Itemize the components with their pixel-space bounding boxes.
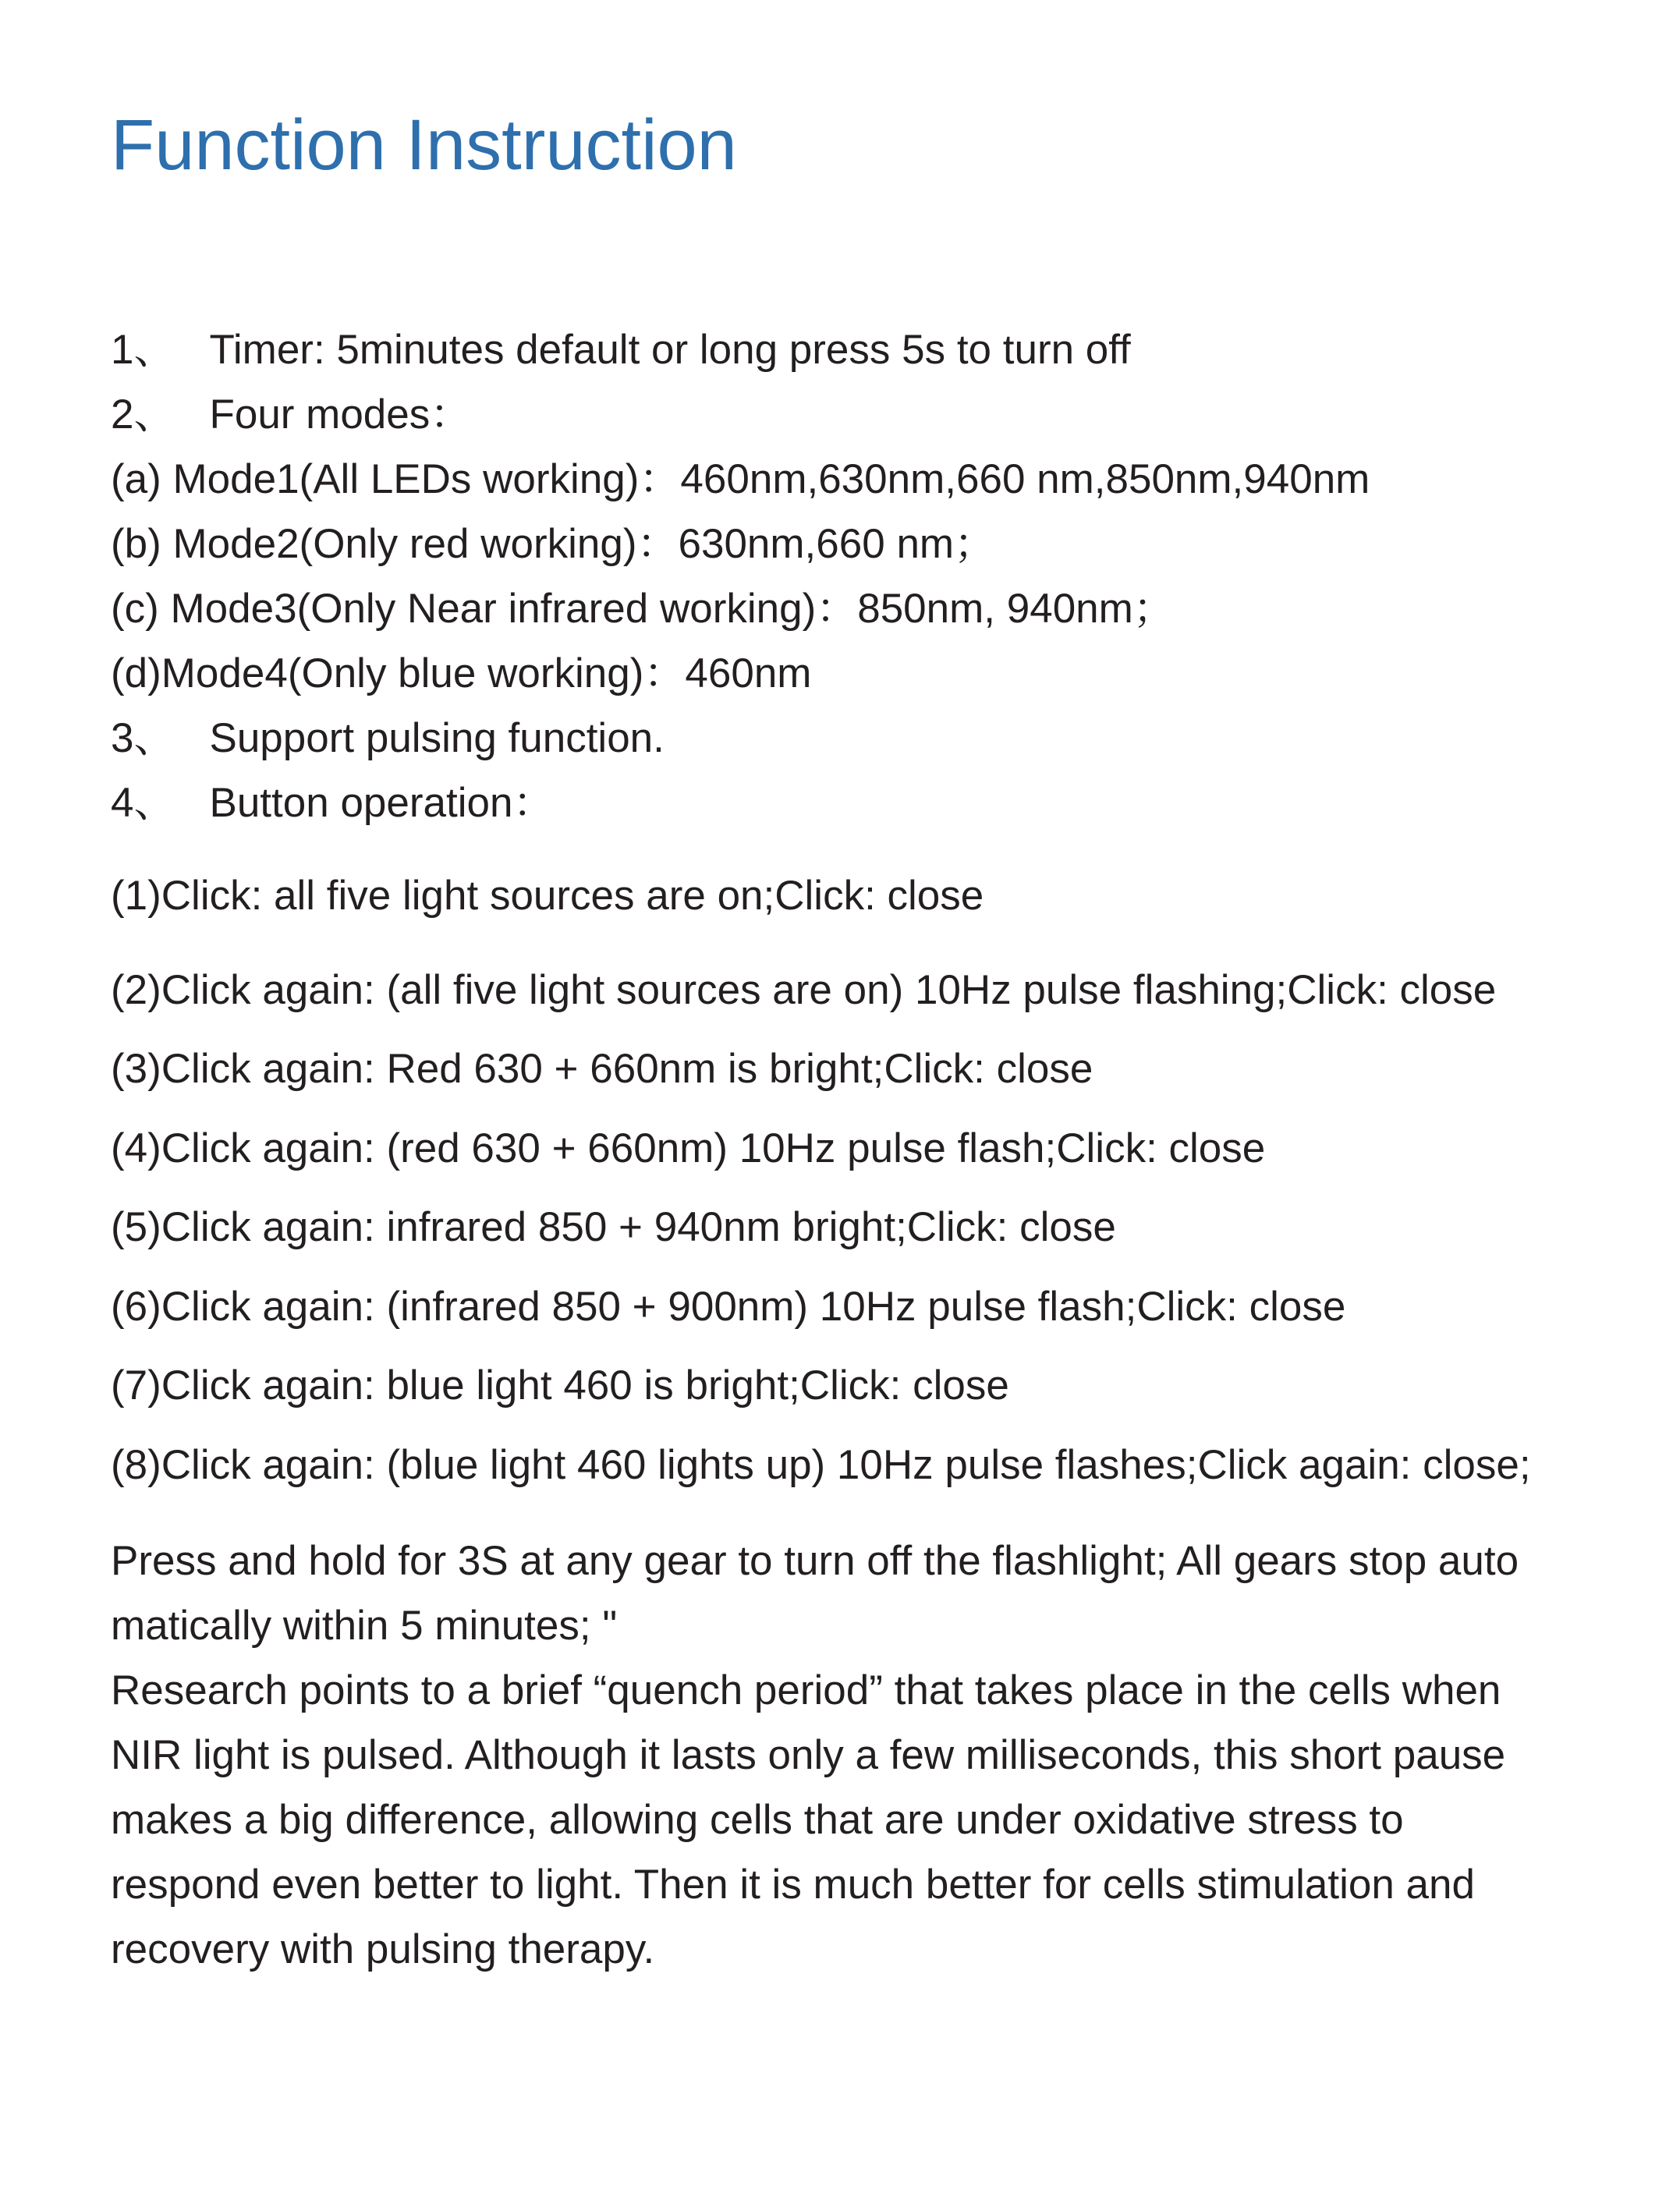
paragraph-line: respond even better to light. Then it is much better for cells stimulation and [111,1862,1475,1908]
page-title: Function Instruction [111,105,737,185]
paragraph-line: Research points to a brief “quench period” that takes place in the cells when [111,1667,1501,1713]
button-step-8: (8)Click again: (blue light 460 lights up) 10Hz pulse flashes;Click again: close; [111,1442,1531,1488]
paragraph-line: NIR light is pulsed. Although it lasts only a few milliseconds, this short pause [111,1732,1506,1778]
closing-paragraph [111,1529,1593,1982]
button-step-1: (1)Click: all five light sources are on;Click: close [111,873,984,919]
button-step-5: (5)Click again: infrared 850 + 940nm bright;Click: close [111,1204,1116,1250]
paragraph-line: Press and hold for 3S at any gear to turn off the flashlight; All gears stop auto [111,1538,1519,1584]
button-step-2: (2)Click again: (all five light sources are on) 10Hz pulse flashing;Click: close [111,967,1497,1013]
list-text: Support pulsing function. [209,715,665,761]
paragraph-line: matically within 5 minutes; " [111,1603,618,1649]
button-step-7: (7)Click again: blue light 460 is bright;Click: close [111,1362,1009,1408]
mode-c: (c) Mode3(Only Near infrared working)：850nm, 940nm； [111,586,1175,632]
list-text: Timer: 5minutes default or long press 5s to turn off [209,327,1131,373]
list-number: 3、 [111,715,175,761]
mode-d: (d)Mode4(Only blue working)：460nm [111,650,812,696]
list-number: 1、 [111,327,175,373]
paragraph-line: makes a big difference, allowing cells that are under oxidative stress to [111,1797,1404,1843]
button-step-4: (4)Click again: (red 630 + 660nm) 10Hz pulse flash;Click: close [111,1125,1266,1171]
list-text: Button operation： [209,780,555,826]
list-text: Four modes： [209,392,472,438]
list-number: 4、 [111,780,175,826]
list-number: 2、 [111,392,175,438]
button-step-3: (3)Click again: Red 630 + 660nm is bright;Click: close [111,1046,1093,1092]
list-item-modes [111,392,472,438]
paragraph-line: recovery with pulsing therapy. [111,1926,655,1972]
list-item-button-operation [111,782,554,824]
list-item-pulsing [111,715,665,761]
mode-a: (a) Mode1(All LEDs working)：460nm,630nm,660 nm,850nm,940nm [111,456,1370,502]
list-item-timer [111,327,1131,373]
mode-b: (b) Mode2(Only red working)：630nm,660 nm； [111,521,996,567]
button-step-6: (6)Click again: (infrared 850 + 900nm) 10Hz pulse flash;Click: close [111,1284,1346,1330]
